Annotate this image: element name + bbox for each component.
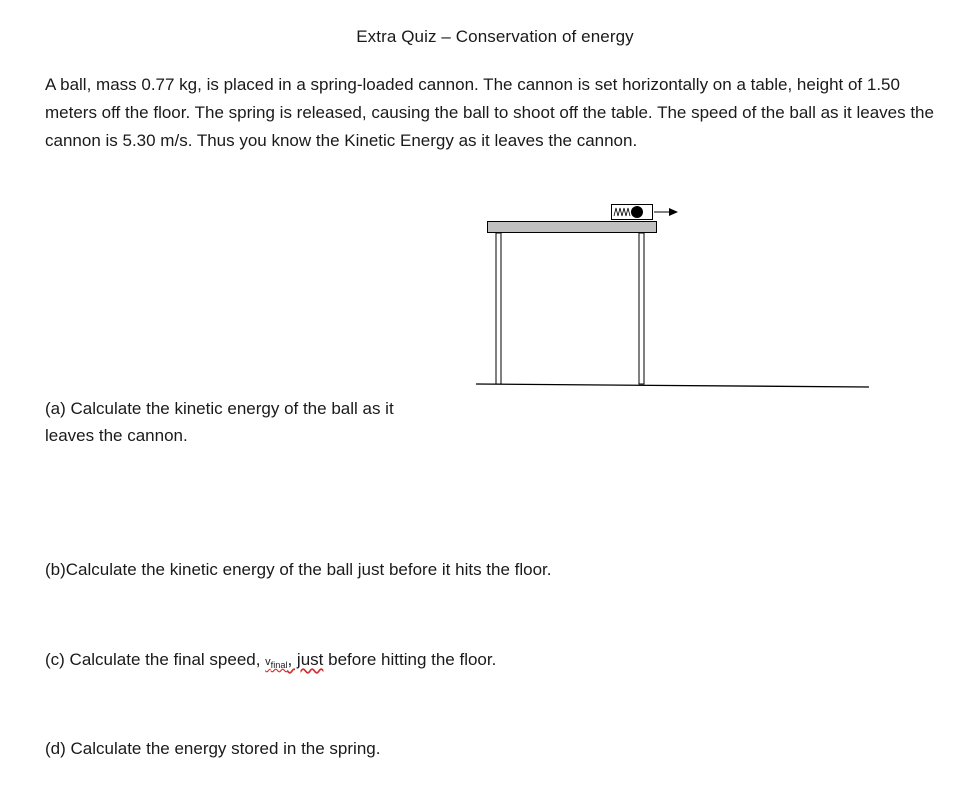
question-d: (d) Calculate the energy stored in the spring. [45,739,381,758]
vfinal-var: v [265,656,271,668]
vfinal-subscript: final [270,660,288,671]
tabletop [488,222,657,233]
floor-line [476,384,869,387]
question-a: (a) Calculate the kinetic energy of the ball as it leaves the cannon. [45,399,394,445]
question-c-text-end: before hitting the floor. [323,650,497,669]
page-title: Extra Quiz – Conservation of energy [356,27,634,46]
question-c-text-start: (c) Calculate the final speed, [45,650,266,669]
question-c-just: , just [287,650,324,669]
arrow-right-icon [669,208,678,216]
ball-icon [631,206,643,218]
problem-intro: A ball, mass 0.77 kg, is placed in a spring-loaded cannon. The cannon is set horizontally on a table, height of 1.50 meters off the floor. The spring is released, causing the ball to shoot off the table. The speed of the ball as it leaves the cannon is 5.30 m/s. Thus you know the Kinetic Energy as it leaves the cannon. [45,75,934,150]
vfinal-symbol [265,656,288,671]
table-leg-right [639,233,644,384]
question-c [45,646,496,679]
table-leg-left [496,233,501,384]
question-b: (b)Calculate the kinetic energy of the ball just before it hits the floor. [45,560,552,579]
